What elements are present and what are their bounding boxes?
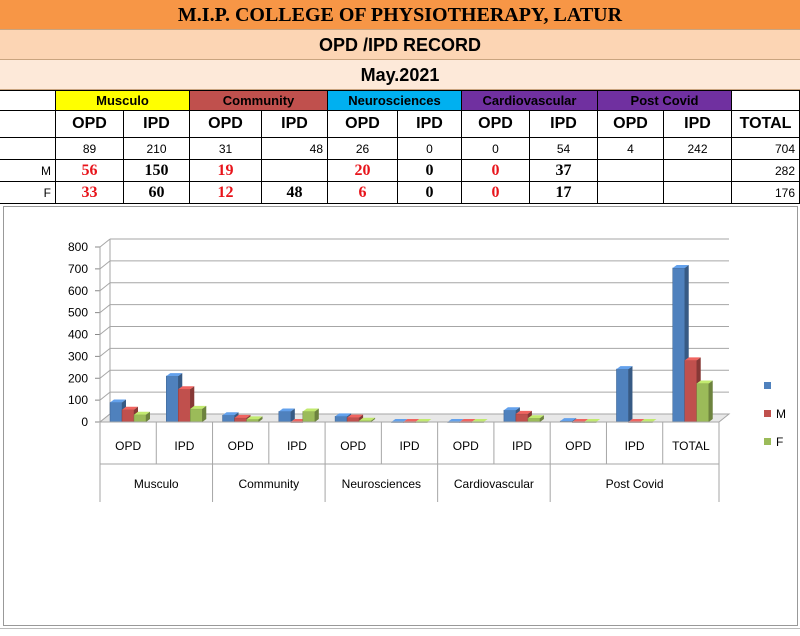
column-header: OPD: [328, 111, 398, 138]
grid-line-depth: [100, 370, 110, 378]
column-header: OPD: [56, 111, 124, 138]
y-tick-label: 100: [67, 393, 88, 408]
bar: [516, 414, 528, 422]
column-header: OPD: [462, 111, 530, 138]
group-header: Post Covid: [598, 90, 732, 111]
bar: [223, 415, 235, 422]
x-tick-label: IPD: [174, 439, 195, 453]
table-corner: [0, 90, 56, 111]
table-cell: [262, 160, 328, 182]
group-label: Community: [238, 477, 300, 491]
row-label: [0, 138, 56, 160]
grid-line-depth: [100, 348, 110, 356]
group-label: Neurosciences: [341, 477, 422, 491]
table-cell: 0: [462, 182, 530, 204]
bar: [279, 412, 291, 423]
table-cell: 176: [732, 182, 800, 204]
legend-swatch: [764, 438, 771, 445]
column-header: IPD: [530, 111, 598, 138]
group-header: Musculo: [56, 90, 190, 111]
bar: [528, 418, 540, 422]
x-tick-label: OPD: [115, 439, 142, 453]
table-cell: 60: [124, 182, 190, 204]
bar: [616, 369, 628, 422]
record-title: OPD /IPD RECORD: [0, 30, 800, 60]
grid-line-depth: [100, 261, 110, 269]
y-tick-label: 600: [67, 283, 88, 298]
group-label: Cardiovascular: [453, 477, 534, 491]
bar: [178, 389, 190, 422]
table-cell: 210: [124, 138, 190, 160]
chart-area: [3, 206, 798, 626]
table-cell: 19: [190, 160, 262, 182]
table-cell: 242: [664, 138, 732, 160]
table-cell: 704: [732, 138, 800, 160]
grid-line-depth: [100, 239, 110, 247]
table-cell: [664, 160, 732, 182]
bar: [673, 268, 685, 422]
group-label: Musculo: [133, 477, 179, 491]
bar-side: [628, 366, 632, 422]
table-cell: 0: [398, 160, 462, 182]
table-cell: 0: [462, 138, 530, 160]
grid-line-depth: [100, 327, 110, 335]
table-cell: 37: [530, 160, 598, 182]
grid-line-depth: [100, 283, 110, 291]
y-tick-label: 800: [67, 240, 88, 254]
x-tick-label: OPD: [340, 439, 367, 453]
college-title: M.I.P. COLLEGE OF PHYSIOTHERAPY, LATUR: [0, 0, 800, 30]
x-tick-label: IPD: [512, 439, 533, 453]
y-tick-label: 400: [67, 327, 88, 342]
column-header: IPD: [262, 111, 328, 138]
y-tick-label: 300: [67, 349, 88, 364]
legend-swatch: [764, 410, 771, 417]
table-cell: 48: [262, 182, 328, 204]
group-label: Post Covid: [605, 477, 664, 491]
x-tick-label: IPD: [399, 439, 420, 453]
table-cell: 33: [56, 182, 124, 204]
bar: [685, 360, 697, 422]
grid-line-depth: [100, 305, 110, 313]
table-cell: [598, 182, 664, 204]
table-cell: 6: [328, 182, 398, 204]
table-cell: 56: [56, 160, 124, 182]
column-header: IPD: [664, 111, 732, 138]
y-tick-label: 200: [67, 371, 88, 386]
row-label-blank: [0, 111, 56, 138]
table-cell: 48: [262, 138, 328, 160]
record-table: [0, 90, 800, 205]
table-cell: 26: [328, 138, 398, 160]
month-title: May.2021: [0, 60, 800, 90]
table-cell: 0: [462, 160, 530, 182]
group-header: Neurosciences: [328, 90, 462, 111]
x-tick-label: OPD: [452, 439, 479, 453]
table-cell: 0: [398, 182, 462, 204]
row-label: F: [0, 182, 56, 204]
bar: [235, 418, 247, 422]
bar: [335, 416, 347, 422]
table-cell: [598, 160, 664, 182]
bar: [110, 403, 122, 422]
column-header: IPD: [124, 111, 190, 138]
x-tick-label: IPD: [624, 439, 645, 453]
legend-label: F: [776, 435, 784, 449]
table-cell: 17: [530, 182, 598, 204]
bar: [697, 384, 709, 423]
row-label: M: [0, 160, 56, 182]
table-cell: 150: [124, 160, 190, 182]
table-cell: 89: [56, 138, 124, 160]
bar-chart: [4, 207, 799, 627]
x-tick-label: TOTAL: [672, 439, 710, 453]
bar: [303, 412, 315, 423]
bar: [134, 415, 146, 422]
group-header: Cardiovascular: [462, 90, 598, 111]
group-header-blank: [732, 90, 800, 111]
table-cell: 20: [328, 160, 398, 182]
y-tick-label: 500: [67, 305, 88, 320]
bar: [122, 410, 134, 422]
y-tick-label: 0: [81, 415, 88, 429]
table-cell: 282: [732, 160, 800, 182]
column-header: OPD: [190, 111, 262, 138]
table-cell: 4: [598, 138, 664, 160]
table-cell: 12: [190, 182, 262, 204]
grid-line-depth: [100, 392, 110, 400]
bar: [190, 409, 202, 422]
y-tick-label: 700: [67, 261, 88, 276]
bar: [504, 410, 516, 422]
column-header: IPD: [398, 111, 462, 138]
x-tick-label: OPD: [565, 439, 592, 453]
x-tick-label: IPD: [286, 439, 307, 453]
column-header: TOTAL: [732, 111, 800, 138]
table-cell: 31: [190, 138, 262, 160]
column-header: OPD: [598, 111, 664, 138]
bar: [347, 418, 359, 422]
table-cell: [664, 182, 732, 204]
legend-label: M: [776, 407, 786, 421]
x-tick-label: OPD: [227, 439, 254, 453]
divider: [0, 628, 800, 629]
bar: [166, 376, 178, 422]
table-cell: 0: [398, 138, 462, 160]
table-cell: 54: [530, 138, 598, 160]
legend-swatch: [764, 382, 771, 389]
group-header: Community: [190, 90, 328, 111]
bar-side: [709, 381, 713, 423]
